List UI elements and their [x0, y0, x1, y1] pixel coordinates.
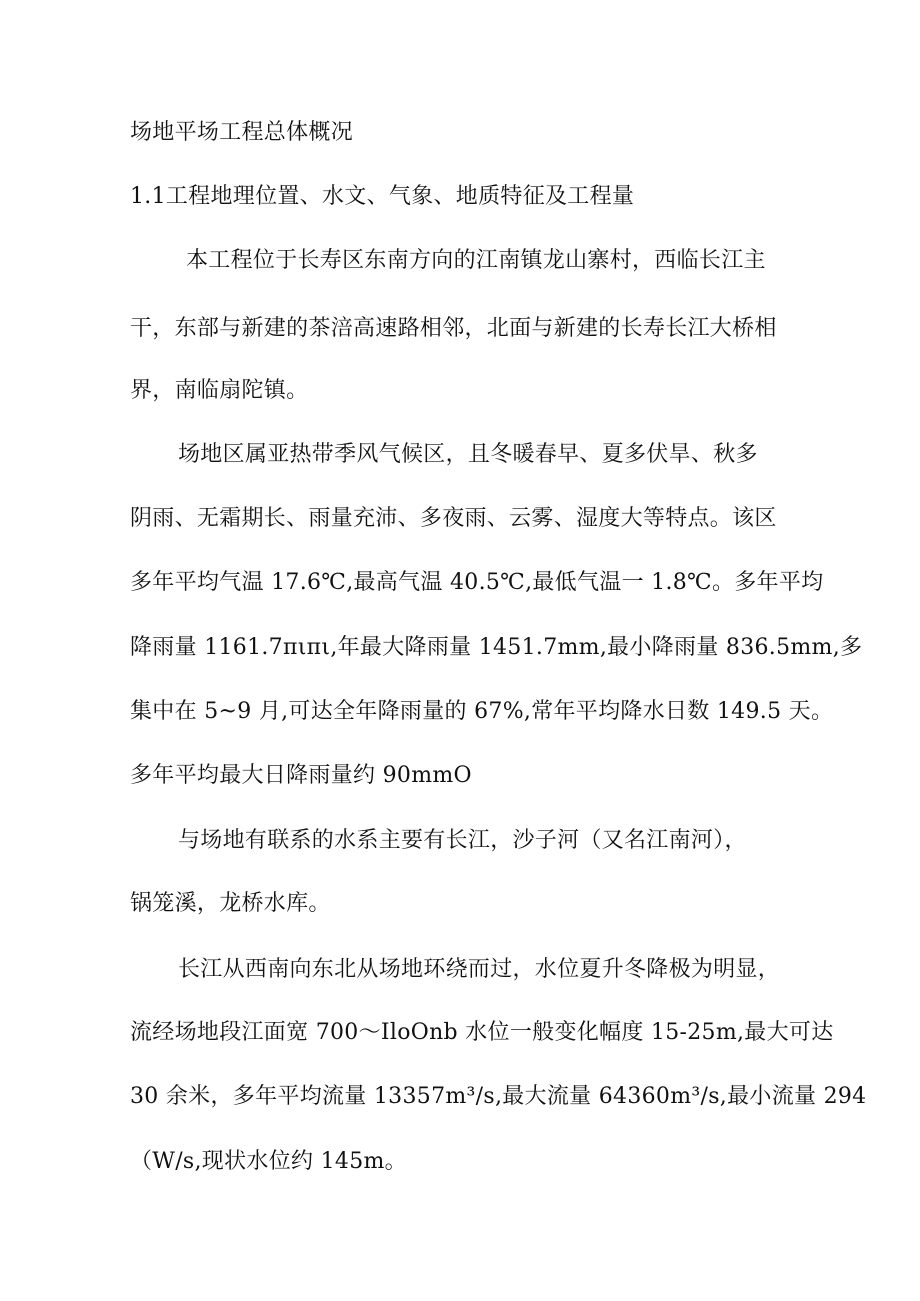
document-title: 场地平场工程总体概况: [130, 120, 354, 145]
paragraph-line: （W/s,现状水位约 145m。: [130, 1149, 407, 1174]
paragraph-line: 多年平均最大日降雨量约 90mmO: [130, 763, 472, 788]
paragraph-line: 流经场地段江面宽 700～IloOnb 水位一般变化幅度 15-25m,最大可达: [130, 1020, 834, 1045]
paragraph-line: 阴雨、无霜期长、雨量充沛、多夜雨、云雾、湿度大等特点。该区: [130, 506, 777, 531]
paragraph-line: 锅笼溪，龙桥水库。: [130, 891, 331, 916]
paragraph-line: 多年平均气温 17.6℃,最高气温 40.5℃,最低气温一 1.8℃。多年平均: [130, 570, 824, 595]
paragraph-line: 界，南临扇陀镇。: [130, 378, 309, 403]
paragraph-line: 场地区属亚热带季风气候区，且冬暖春早、夏多伏旱、秋多: [178, 442, 758, 467]
paragraph-line: 降雨量 1161.7πιπι,年最大降雨量 1451.7mm,最小降雨量 836.5mm,多: [130, 635, 863, 660]
paragraph-line: 30 余米，多年平均流量 13357m³/s,最大流量 64360m³/s,最小流量 294: [130, 1084, 867, 1109]
paragraph-line: 长江从西南向东北从场地环绕而过，水位夏升冬降极为明显，: [178, 957, 781, 982]
paragraph-line: 干，东部与新建的茶涪高速路相邻，北面与新建的长寿长江大桥相: [130, 316, 777, 341]
paragraph-line: 集中在 5~9 月,可达全年降雨量的 67%,常年平均降水日数 149.5 天。: [130, 699, 834, 724]
section-heading: 1.1工程地理位置、水文、气象、地质特征及工程量: [130, 184, 635, 209]
paragraph-line: 本工程位于长寿区东南方向的江南镇龙山寨村，西临长江主: [186, 248, 766, 273]
paragraph-line: 与场地有联系的水系主要有长江，沙子河（又名江南河），: [178, 828, 747, 853]
